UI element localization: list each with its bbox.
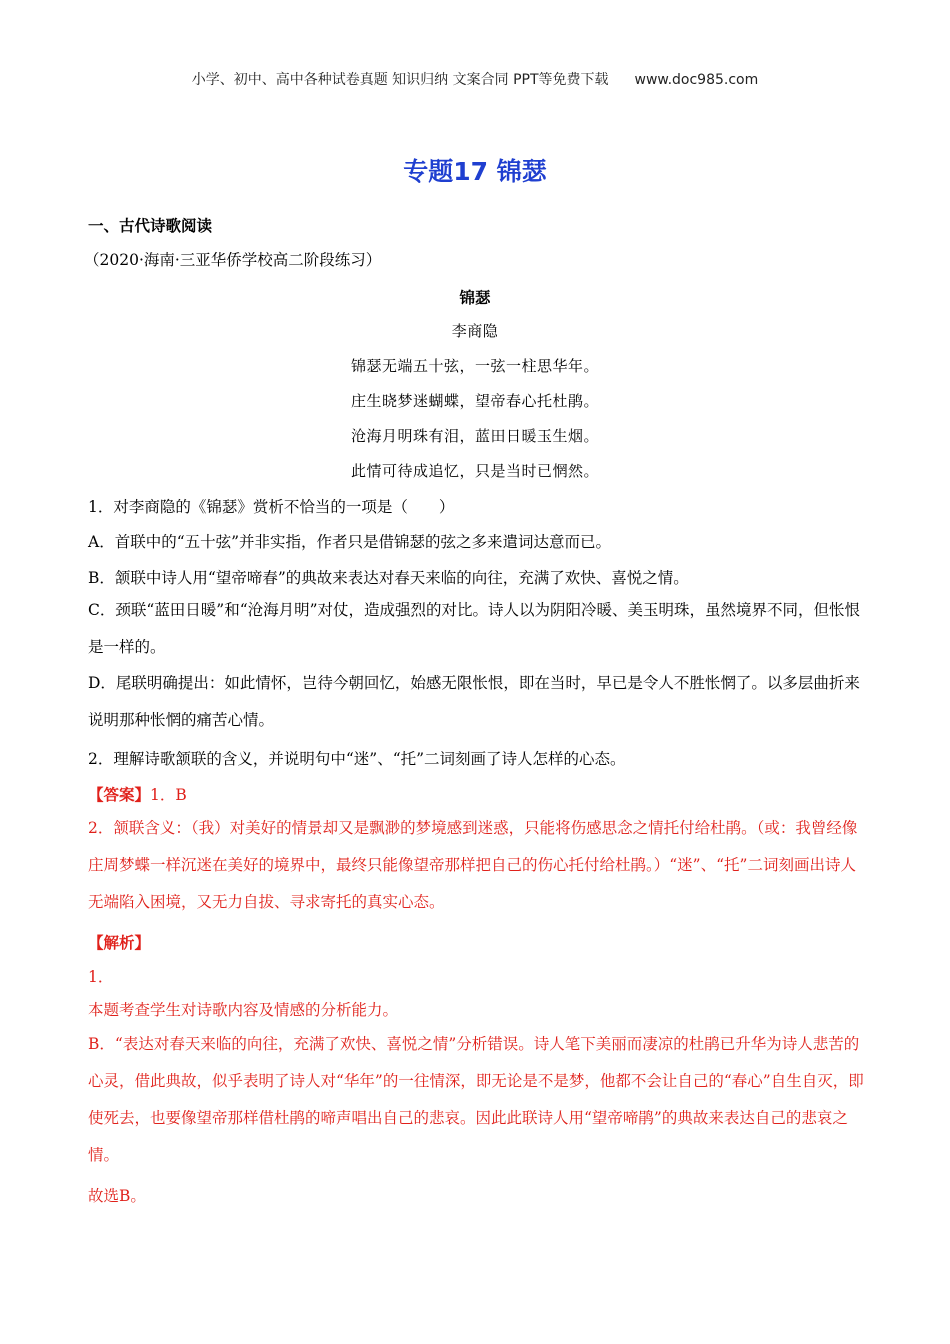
analysis-conclusion: 故选B。 [88,1187,146,1205]
question-source: （2020·海南·三亚华侨学校高二阶段练习） [84,251,382,269]
answer-2: 2．颔联含义：（我）对美好的情景却又是飘渺的梦境感到迷惑，只能将伤感思念之情托付给杜鹃。（或：我曾经像庄周梦蝶一样沉迷在美好的境界中，最终只能像望帝那样把自己的伤心托付给杜鹃。）“迷”、“托”二词刻画出诗人无端陷入困境，又无力自拔、寻求寄托的真实心态。 [88,819,858,911]
poem-author: 李商隐 [451,322,499,340]
page-title: 专题17 锦瑟 [403,157,547,186]
poem-line: 此情可待成追忆，只是当时已惘然。 [350,462,599,480]
option-c: C．颈联“蓝田日暖”和“沧海月明”对仗，造成强烈的对比。诗人以为阴阳冷暖、美玉明珠，虽然境界不同，但怅恨是一样的。 [88,601,861,656]
poem-line: 锦瑟无端五十弦，一弦一柱思华年。 [350,357,599,375]
option-a: A．首联中的“五十弦”并非实指，作者只是借锦瑟的弦之多来遣词达意而已。 [88,533,612,551]
section-heading: 一、古代诗歌阅读 [88,217,213,235]
poem-line: 沧海月明珠有泪，蓝田日暖玉生烟。 [350,427,599,445]
analysis-intro: 本题考查学生对诗歌内容及情感的分析能力。 [88,1001,399,1019]
header-text: 小学、初中、高中各种试卷真题 知识归纳 文案合同 PPT等免费下载 [191,72,609,88]
answer-label: 【答案】 [88,786,151,804]
option-b: B．颔联中诗人用“望帝啼春”的典故来表达对春天来临的向往，充满了欢快、喜悦之情。 [88,569,689,587]
analysis-body: B．“表达对春天来临的向往，充满了欢快、喜悦之情”分析错误。诗人笔下美丽而凄凉的杜鹃已升华为诗人悲苦的心灵，借此典故，似乎表明了诗人对“华年”的一往情深，即无论是不是梦，他都不会让自己的“春心”自生自灭，即使死去，也要像望帝那样借杜鹃的啼声唱出自己的悲哀。因此此联诗人用“望帝啼鹃”的典故来表达自己的悲哀之情。 [88,1035,864,1164]
answer-1: 1．B [150,786,187,804]
page-header [0,69,950,89]
header-url[interactable]: www.doc985.com [634,72,759,88]
poem-line: 庄生晓梦迷蝴蝶，望帝春心托杜鹃。 [350,392,599,410]
answer-block [88,783,868,805]
analysis-label: 【解析】 [88,934,151,952]
option-d: D．尾联明确提出：如此情怀，岂待今朝回忆，始感无限怅恨，即在当时，早已是令人不胜怅惘了。以多层曲折来说明那种怅惘的痛苦心情。 [88,674,860,729]
question-1-stem: 1．对李商隐的《锦瑟》赏析不恰当的一项是（ ） [88,498,455,516]
analysis-number: 1． [88,968,114,986]
poem-title: 锦瑟 [459,289,491,307]
question-2: 2．理解诗歌颔联的含义，并说明句中“迷”、“托”二词刻画了诗人怎样的心态。 [88,750,626,768]
